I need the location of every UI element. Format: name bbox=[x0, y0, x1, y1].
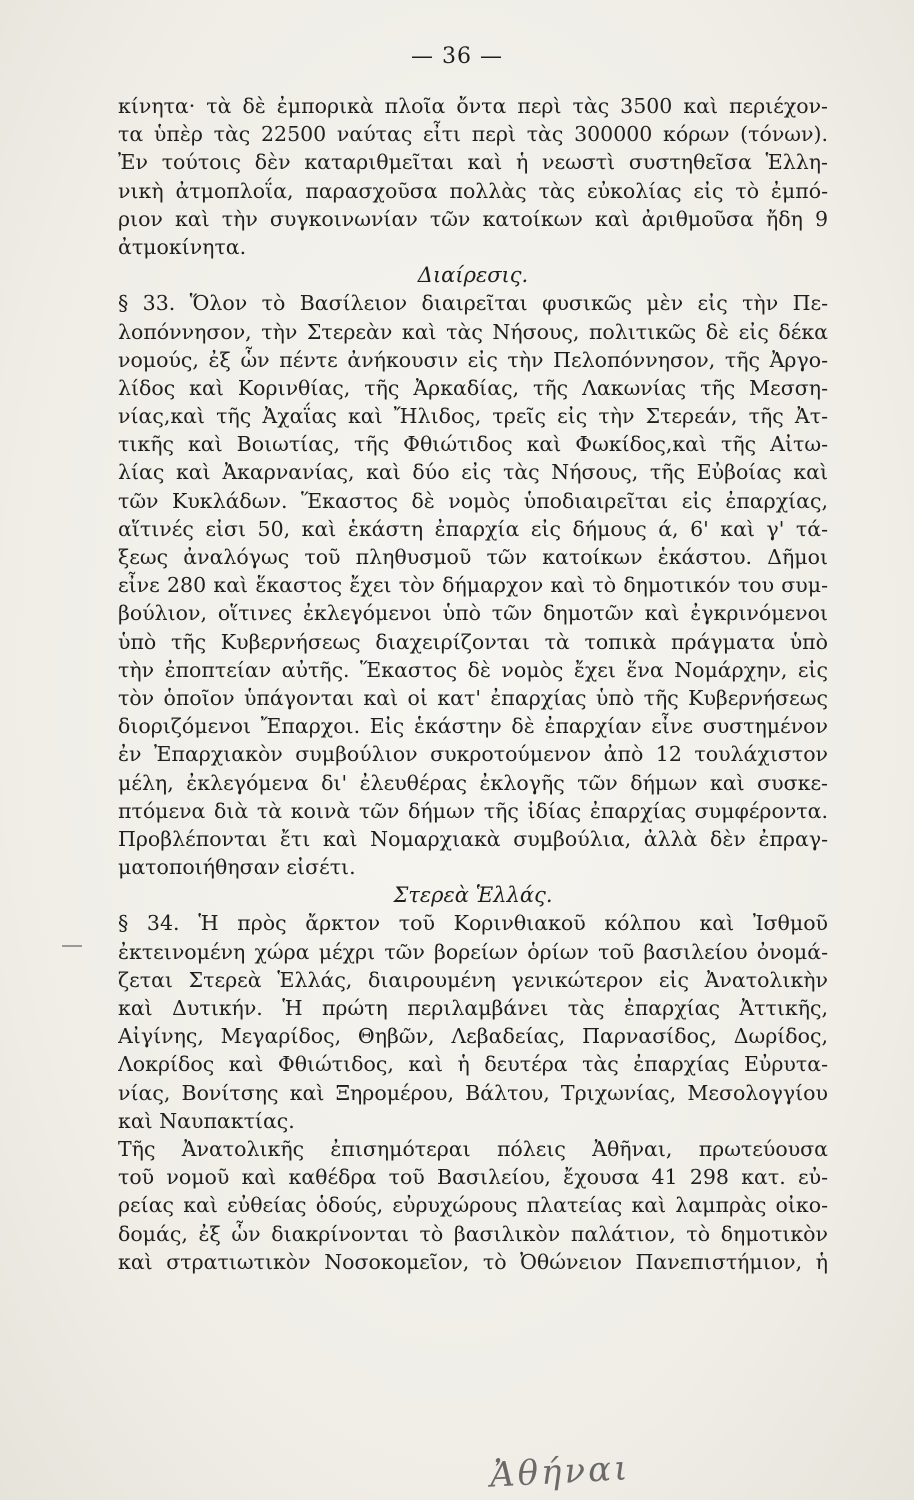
text-line: ριον καὶ τὴν συγκοινωνίαν τῶν κατοίκων καὶ ἀριθμοῦσα ἤδη 9 bbox=[118, 206, 828, 231]
text-line: λίας καὶ Ἀκαρνανίας, καὶ δύο εἰς τὰς Νήσους, τῆς Εὐβοίας καὶ bbox=[118, 460, 828, 485]
section-heading: Στερεὰ Ἑλλάς. bbox=[393, 883, 553, 908]
text-line: ξεως ἀναλόγως τοῦ πληθυσμοῦ τῶν κατοίκων ἑκάστου. Δῆμοι bbox=[118, 545, 828, 569]
text-line: νικὴ ἀτμοπλοΐα, παρασχοῦσα πολλὰς τὰς εὐκολίας εἰς τὸ ἐμπό- bbox=[118, 178, 828, 203]
text-line: τῶν Κυκλάδων. Ἕκαστος δὲ νομὸς ὑποδιαιρεῖται εἰς ἐπαρχίας, bbox=[118, 488, 828, 513]
text-line: διοριζόμενοι Ἔπαρχοι. Εἰς ἑκάστην δὲ ἐπαρχίαν εἶνε συστημένον bbox=[118, 714, 828, 739]
text-line: πτόμενα διὰ τὰ κοινὰ τῶν δήμων τῆς ἰδίας ἐπαρχίας συμφέροντα. bbox=[118, 798, 828, 823]
text-line: ζεται Στερεὰ Ἑλλάς, διαιρουμένη γενικώτερον εἰς Ἀνατολικὴν bbox=[118, 967, 828, 992]
section-heading: Διαίρεσις. bbox=[417, 263, 529, 288]
text-line: λίδος καὶ Κορινθίας, τῆς Ἀρκαδίας, τῆς Λακωνίας τῆς Μεσση- bbox=[118, 375, 828, 400]
text-line: εἶνε 280 καὶ ἕκαστος ἔχει τὸν δήμαρχον καὶ τὸ δημοτικόν του συμ- bbox=[118, 573, 828, 598]
handwritten-note: Ἀθήναι bbox=[489, 1448, 632, 1496]
text-line: τοῦ νομοῦ καὶ καθέδρα τοῦ Βασιλείου, ἔχουσα 41 298 κατ. εὐ- bbox=[118, 1165, 828, 1190]
text-line: Τῆς Ἀνατολικῆς ἐπισημότεραι πόλεις Ἀθῆναι, πρωτεύουσα bbox=[118, 1136, 828, 1161]
text-line: ὑπὸ τῆς Κυβερνήσεως διαχειρίζονται τὰ τοπικὰ πράγματα ὑπὸ bbox=[118, 629, 828, 654]
text-line: βούλιον, οἵτινες ἐκλεγόμενοι ὑπὸ τῶν δημοτῶν καὶ ἐγκρινόμενοι bbox=[118, 601, 828, 626]
text-line: Ἐν τούτοις δὲν καταριθμεῖται καὶ ἡ νεωστὶ συστηθεῖσα Ἑλλη- bbox=[118, 150, 828, 175]
text-line: ρείας καὶ εὐθείας ὁδούς, εὐρυχώρους πλατείας καὶ λαμπρὰς οἰκο- bbox=[118, 1193, 828, 1218]
text-line: αἵτινές εἰσι 50, καὶ ἑκάστη ἐπαρχία εἰς δήμους ά, 6' καὶ γ' τά- bbox=[118, 516, 828, 541]
text-line: νομούς, ἐξ ὧν πέντε ἀνήκουσιν εἰς τὴν Πελοπόννησον, τῆς Ἀργο- bbox=[118, 347, 828, 372]
text-line: μέλη, ἐκλεγόμενα δι' ἐλευθέρας ἐκλογῆς τῶν δήμων καὶ συσκε- bbox=[118, 770, 828, 795]
text-line: κίνητα· τὰ δὲ ἐμπορικὰ πλοῖα ὄντα περὶ τὰς 3500 καὶ περιέχον- bbox=[118, 94, 828, 118]
text-line: λοπόννησον, τὴν Στερεὰν καὶ τὰς Νήσους, πολιτικῶς δὲ εἰς δέκα bbox=[118, 319, 828, 344]
text-line: § 34. Ἡ πρὸς ἄρκτον τοῦ Κορινθιακοῦ κόλπου καὶ Ἰσθμοῦ bbox=[118, 911, 828, 936]
text-line: τα ὑπὲρ τὰς 22500 ναύτας εἶτι περὶ τὰς 300000 κόρων (τόνων). bbox=[118, 122, 828, 147]
body-text bbox=[118, 92, 828, 1276]
text-line: ἀτμοκίνητα. bbox=[118, 234, 247, 259]
text-line: καὶ στρατιωτικὸν Νοσοκομεῖον, τὸ Ὀθώνειον Πανεπιστήμιον, ἡ bbox=[118, 1249, 828, 1274]
text-line: τὸν ὁποῖον ὑπάγονται καὶ οἱ κατ' ἐπαρχίας ὑπὸ τῆς Κυβερνήσεως bbox=[118, 685, 828, 710]
text-line: τικῆς καὶ Βοιωτίας, τῆς Φθιώτιδος καὶ Φωκίδος,καὶ τῆς Αἰτω- bbox=[118, 432, 828, 457]
text-line: § 33. Ὅλον τὸ Βασίλειον διαιρεῖται φυσικῶς μὲν εἰς τὴν Πε- bbox=[118, 291, 828, 316]
text-line: Λοκρίδος καὶ Φθιώτιδος, καὶ ἡ δευτέρα τὰς ἐπαρχίας Εὐρυτα- bbox=[118, 1052, 828, 1077]
text-line: τὴν ἐποπτείαν αὐτῆς. Ἕκαστος δὲ νομὸς ἔχει ἕνα Νομάρχην, εἰς bbox=[118, 657, 828, 682]
margin-mark bbox=[62, 945, 82, 947]
text-line: νίας, Βονίτσης καὶ Ξηρομέρου, Βάλτου, Τριχωνίας, Μεσολογγίου bbox=[118, 1080, 828, 1105]
text-line: νίας,καὶ τῆς Ἀχαΐας καὶ Ἤλιδος, τρεῖς εἰς τὴν Στερεάν, τῆς Ἀτ- bbox=[118, 404, 828, 429]
text-line: ἐκτεινομένη χώρα μέχρι τῶν βορείων ὁρίων τοῦ βασιλείου ὀνομά- bbox=[118, 939, 828, 964]
text-line: ματοποιήθησαν εἰσέτι. bbox=[118, 855, 356, 880]
page-number: — 36 — bbox=[411, 44, 503, 69]
text-line: καὶ Δυτικήν. Ἡ πρώτη περιλαμβάνει τὰς ἐπαρχίας Ἀττικῆς, bbox=[118, 996, 828, 1020]
text-line: καὶ Ναυπακτίας. bbox=[118, 1108, 295, 1133]
text-line: Αἰγίνης, Μεγαρίδος, Θηβῶν, Λεβαδείας, Παρνασίδος, Δωρίδος, bbox=[118, 1024, 828, 1049]
text-line: δομάς, ἐξ ὧν διακρίνονται τὸ βασιλικὸν παλάτιον, τὸ δημοτικὸν bbox=[118, 1221, 828, 1246]
text-line: Προβλέπονται ἔτι καὶ Νομαρχιακὰ συμβούλια, ἀλλὰ δὲν ἐπραγ- bbox=[118, 826, 828, 851]
text-line: ἐν Ἐπαρχιακὸν συμβούλιον συκροτούμενον ἀπὸ 12 τουλάχιστον bbox=[118, 742, 828, 767]
